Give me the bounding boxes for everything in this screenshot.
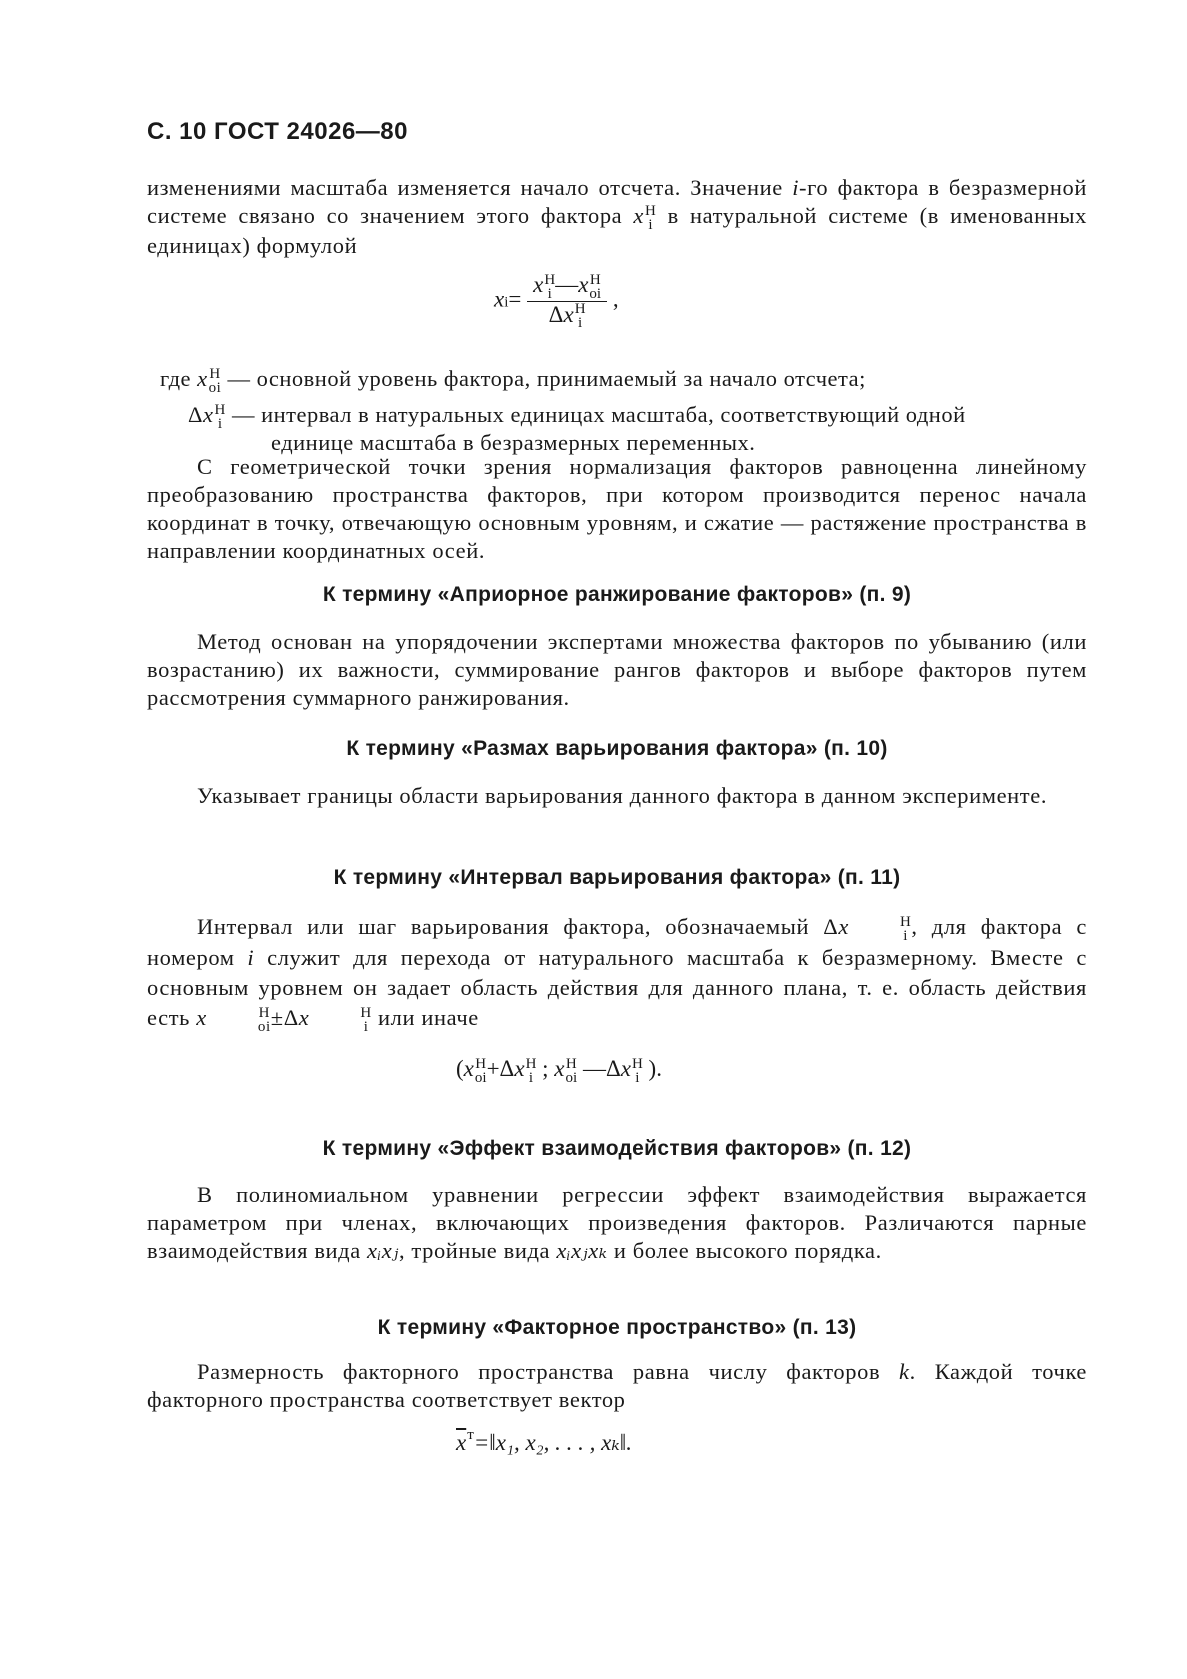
definition-delta-x-cont: единице масштаба в безразмерных переменных. [271,430,756,455]
intro-paragraph: изменениями масштаба изменяется начало отсчета. Значение i-го фактора в безразмерной системе связано со значением этого фактора x H i в натуральной системе (в именованных единицах) формулой [147,175,1087,258]
heading-p9: К термину «Априорное ранжирование факторов» (п. 9) [322,583,912,606]
formula-vector: $\overline{x}^т=‖x_1$, x₂, . . . , xₖ‖. [456,1427,632,1455]
text-p9: Метод основан на упорядочении экспертами множества факторов по убыванию (или возрастанию) их важности, суммирование рангов факторов и выборе факторов путем рассмотрения суммарного ранжирования. [147,629,1087,710]
formula-range: (x H oi +Δx H i ; x H oi —Δx H i ). [456,1055,662,1086]
heading-p10: К термину «Размах варьирования фактора» (п. 10) [346,737,888,760]
heading-p13: К термину «Факторное пространство» (п. 13) [377,1316,857,1339]
text-p12: В полиномиальном уравнении регрессии эффект взаимодействия выражается параметром при членах, включающих произведения факторов. Различаются парные взаимодействия вида xᵢxⱼ, тройные вида xᵢxⱼxₖ и более высокого порядка. [147,1182,1087,1263]
formula-normalization: xi= x H i —x H oi Δx H i , [494,271,619,332]
text-p13: Размерность факторного пространства равна числу факторов k. Каждой точке факторного пространства соответствует вектор [147,1359,1088,1412]
geometric-paragraph: С геометрической точки зрения нормализация факторов равноценна линейному преобразованию пространства факторов, при котором производится перенос начала координат в точку, отвечающую основным уровням, и сжатие — растяжение пространства в направлении координатных осей. [147,454,1087,563]
definition-x-oi: где x H oi — основной уровень фактора, принимаемый за начало отсчета; [160,365,866,396]
text-p11: Интервал или шаг варьирования фактора, обозначаемый Δx H i , для фактора с номером i служит для перехода от натурального масштаба к безразмерному. Вместе с основным уровнем он задает область действия для данного плана, т. е. область действия есть x H oi ±Δx H i или иначе [147,913,1088,1035]
text-p10: Указывает границы области варьирования данного фактора в данном эксперименте. [197,783,1048,808]
definition-delta-x: Δx H i — интервал в натуральных единицах масштаба, соответствующий одной [188,401,966,432]
heading-p11: К термину «Интервал варьирования фактора» (п. 11) [333,866,901,889]
page-header: С. 10 ГОСТ 24026—80 [147,118,408,145]
heading-p12: К термину «Эффект взаимодействия факторов» (п. 12) [322,1137,912,1160]
